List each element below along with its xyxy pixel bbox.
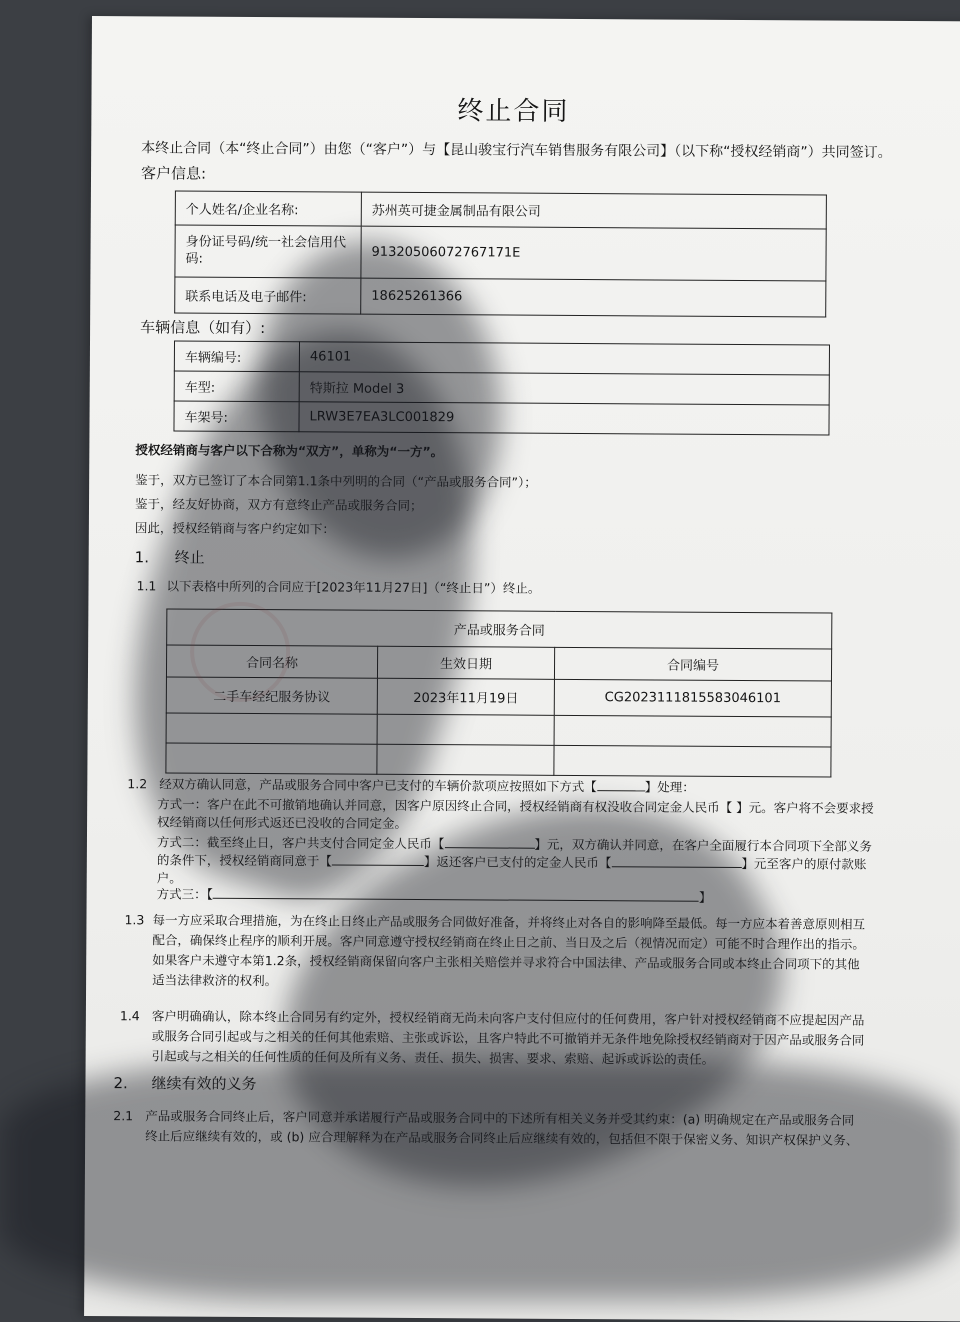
clause-1-1-number: 1.1 [136,578,157,594]
method-3-text-b: 】 [698,889,712,905]
vehicle-number-value: 46101 [299,342,829,375]
vehicle-vin-label: 车架号: [174,401,299,432]
contract-header-number: 合同编号 [554,647,831,681]
clause-1-2-lead-text: 经双方确认同意，产品或服务合同中客户已支付的车辆价款项应按照如下方式【 [159,776,597,795]
method-2-text-c: 的条件下，授权经销商同意于【 [156,852,332,869]
vehicle-info-table [173,341,830,436]
clause-2-1-line: 产品或服务合同终止后，客户同意并承诺履行产品或服务合同中的下述所有相关义务并受其约束：(a) 明确规定在产品或服务合同 [145,1108,855,1128]
clause-2-1-line: 终止后应继续有效的，或 (b) 应合理解释为在产品或服务合同终止后应继续有效的，包括但不限于保密义务、知识产权保护义务、 [145,1128,859,1148]
clause-1-3-line: 如果客户未遵守本第1.2条，授权经销商保留向客户主张相关赔偿并寻求符合中国法律、产品或服务合同或本终止合同项下的其他 [152,952,860,972]
clause-1-1-text: 以下表格中所列的合同应于[2023年11月27日]（“终止日”）终止。 [166,578,541,596]
method-3-line [157,886,712,904]
contract-cell: 2023年11月19日 [377,678,554,715]
clause-1-4-line: 或服务合同引起或与之相关的任何其他索赔、主张或诉讼，且客户特此不可撤销并无条件地免除授权经销商对于因产品或服务合同 [151,1028,865,1048]
clause-1-2-number: 1.2 [127,776,148,792]
customer-contact-label: 联系电话及电子邮件: [175,277,361,314]
contract-cell [166,713,377,744]
whereas-clause-2: 鉴于，经友好协商，双方有意终止产品或服务合同； [134,496,423,514]
whereas-clause-1: 鉴于，双方已签订了本合同第1.1条中列明的合同（“产品或服务合同”）； [135,472,537,490]
clause-1-2-lead [159,776,695,794]
customer-id-label: 身份证号码/统一社会信用代码: [175,225,361,278]
refund-amount-blank [611,866,741,868]
customer-section-label: 客户信息: [140,164,207,183]
method-3-blank [213,898,699,902]
contract-header-name: 合同名称 [166,645,377,678]
therefore-clause: 因此，授权经销商与客户约定如下： [134,520,335,537]
refund-date-blank [332,864,424,866]
contract-cell [377,744,554,775]
method-2-line-2 [157,852,867,871]
method-1-line-2: 权经销商以任何形式返还已没收的合同定金。 [157,814,408,831]
document-page [84,16,960,1322]
contract-cell [554,715,831,747]
vehicle-number-label: 车辆编号: [174,341,299,372]
method-2-text-a: 方式二：截至终止日，客户共支付合同定金人民币【 [156,834,445,852]
deposit-amount-blank [444,847,534,849]
method-2-line-1 [157,834,872,853]
vehicle-model-value: 特斯拉 Model 3 [299,372,829,405]
method-3-text-a: 方式三：【 [156,886,213,902]
intro-text: 本终止合同（本“终止合同”）由您（“客户”）与【昆山骏宝行汽车销售服务有限公司】（以下称“授权经销商”）共同签订。 [141,140,892,161]
vehicle-section-label: 车辆信息（如有）: [140,318,266,338]
contract-header-date: 生效日期 [377,646,554,679]
customer-name-label: 个人姓名/企业名称: [175,191,361,226]
section-1-number: 1. [134,548,150,567]
clause-1-4-line: 客户明确确认，除本终止合同另有约定外，授权经销商无尚未向客户支付但应付的任何费用，客户针对授权经销商不应提起因产品 [151,1008,865,1028]
section-2-number: 2. [113,1074,128,1093]
clause-1-3-line: 每一方应采取合理措施，为在终止日终止产品或服务合同做好准备，并将终止对各自的影响降至最低。每一方应本着善意原则相互 [152,912,866,932]
customer-contact-value: 18625261366 [361,278,826,317]
method-2-line-3: 户。 [156,870,182,886]
method-1-line-1: 方式一：客户在此不可撤销地确认并同意，因客户原因终止合同，授权经销商有权没收合同定金人民币【 】元。客户将不会要求授 [157,796,874,816]
contract-cell: 二手车经纪服务协议 [166,677,377,714]
section-2-title: 继续有效的义务 [151,1074,257,1094]
clause-1-4-number: 1.4 [119,1008,140,1024]
contract-cell [377,714,554,745]
parties-definition: 授权经销商与客户以下合称为“双方”，单称为“一方”。 [135,442,444,460]
method-2-text-d: 】返还客户已支付的定金人民币【 [423,854,612,871]
document-title: 终止合同 [457,96,570,127]
contract-cell: CG2023111815583046101 [554,679,831,717]
method-blank [597,790,645,791]
clause-1-3-line: 配合，确保终止程序的顺利开展。客户同意遵守授权经销商在终止日之前、当日及之后（视情况而定）可能不时合理作出的指示。 [152,932,865,952]
clause-1-3-number: 1.3 [124,912,145,928]
section-1-title: 终止 [174,548,205,567]
vehicle-vin-value: LRW3E7EA3LC001829 [299,402,829,435]
method-2-text-e: 】元至客户的原付款账 [741,855,867,872]
clause-1-3-line: 适当法律救济的权利。 [152,972,278,989]
contract-table-caption: 产品或服务合同 [167,609,832,649]
clause-1-2-lead-end: 】处理： [644,779,695,795]
contract-cell [166,743,377,774]
show-through-stamp [180,597,311,708]
customer-info-table [174,191,827,318]
customer-id-value: 91320506072767171E [361,226,826,281]
clause-2-1-number: 2.1 [113,1108,134,1124]
contract-cell [554,745,831,777]
vehicle-model-label: 车型: [174,371,299,402]
customer-name-value: 苏州英可捷金属制品有限公司 [361,192,826,229]
clause-1-4-line: 引起或与之相关的任何性质的任何及所有义务、责任、损失、损害、要求、索赔、起诉或诉讼的责任。 [151,1048,715,1067]
method-2-text-b: 】元，双方确认并同意，在客户全面履行本合同项下全部义务 [534,836,873,854]
